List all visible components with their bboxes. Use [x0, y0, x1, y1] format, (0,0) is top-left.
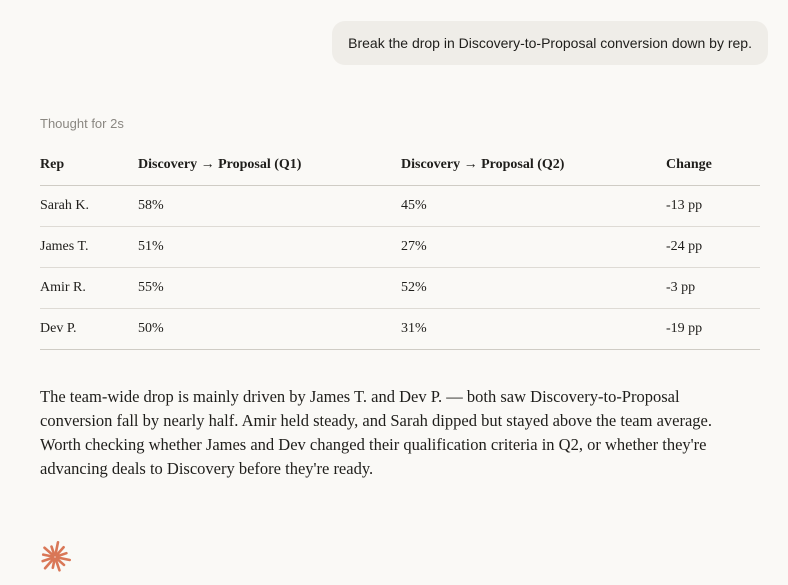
thought-label[interactable]: Thought for 2s: [40, 116, 124, 131]
table-row: [40, 227, 760, 268]
header-rep: Rep: [40, 144, 138, 186]
table-row: [40, 309, 760, 350]
cell-q1: 58%: [138, 186, 401, 227]
cell-change: -19 pp: [666, 309, 760, 350]
cell-q1: 51%: [138, 227, 401, 268]
table-row: [40, 186, 760, 227]
cell-q2: 45%: [401, 186, 666, 227]
header-change: Change: [666, 144, 760, 186]
header-q1: Discovery → Proposal (Q1): [138, 144, 401, 186]
cell-rep: Dev P.: [40, 309, 138, 350]
cell-rep: James T.: [40, 227, 138, 268]
asterisk-logo-svg: [38, 540, 72, 574]
asterisk-logo-icon: [38, 540, 72, 574]
assistant-summary: The team-wide drop is mainly driven by James T. and Dev P. — both saw Discovery-to-Proposal conversion fall by nearly half. Amir held steady, and Sarah dipped but stayed above the team average. Worth checking whether James and Dev changed their qualification criteria in Q2, or whether they're advancing deals to Discovery before they're ready.: [40, 387, 712, 478]
cell-change: -13 pp: [666, 186, 760, 227]
cell-q2: 31%: [401, 309, 666, 350]
rep-conversion-table: [40, 144, 760, 350]
cell-q1: 50%: [138, 309, 401, 350]
user-message-bubble: [332, 21, 768, 65]
cell-change: -3 pp: [666, 268, 760, 309]
cell-q1: 55%: [138, 268, 401, 309]
table-row: [40, 268, 760, 309]
cell-rep: Amir R.: [40, 268, 138, 309]
header-q2: Discovery → Proposal (Q2): [401, 144, 666, 186]
table-header-row: [40, 144, 760, 186]
cell-change: -24 pp: [666, 227, 760, 268]
cell-q2: 52%: [401, 268, 666, 309]
user-message-text: Break the drop in Discovery-to-Proposal conversion down by rep.: [348, 35, 752, 51]
cell-rep: Sarah K.: [40, 186, 138, 227]
cell-q2: 27%: [401, 227, 666, 268]
